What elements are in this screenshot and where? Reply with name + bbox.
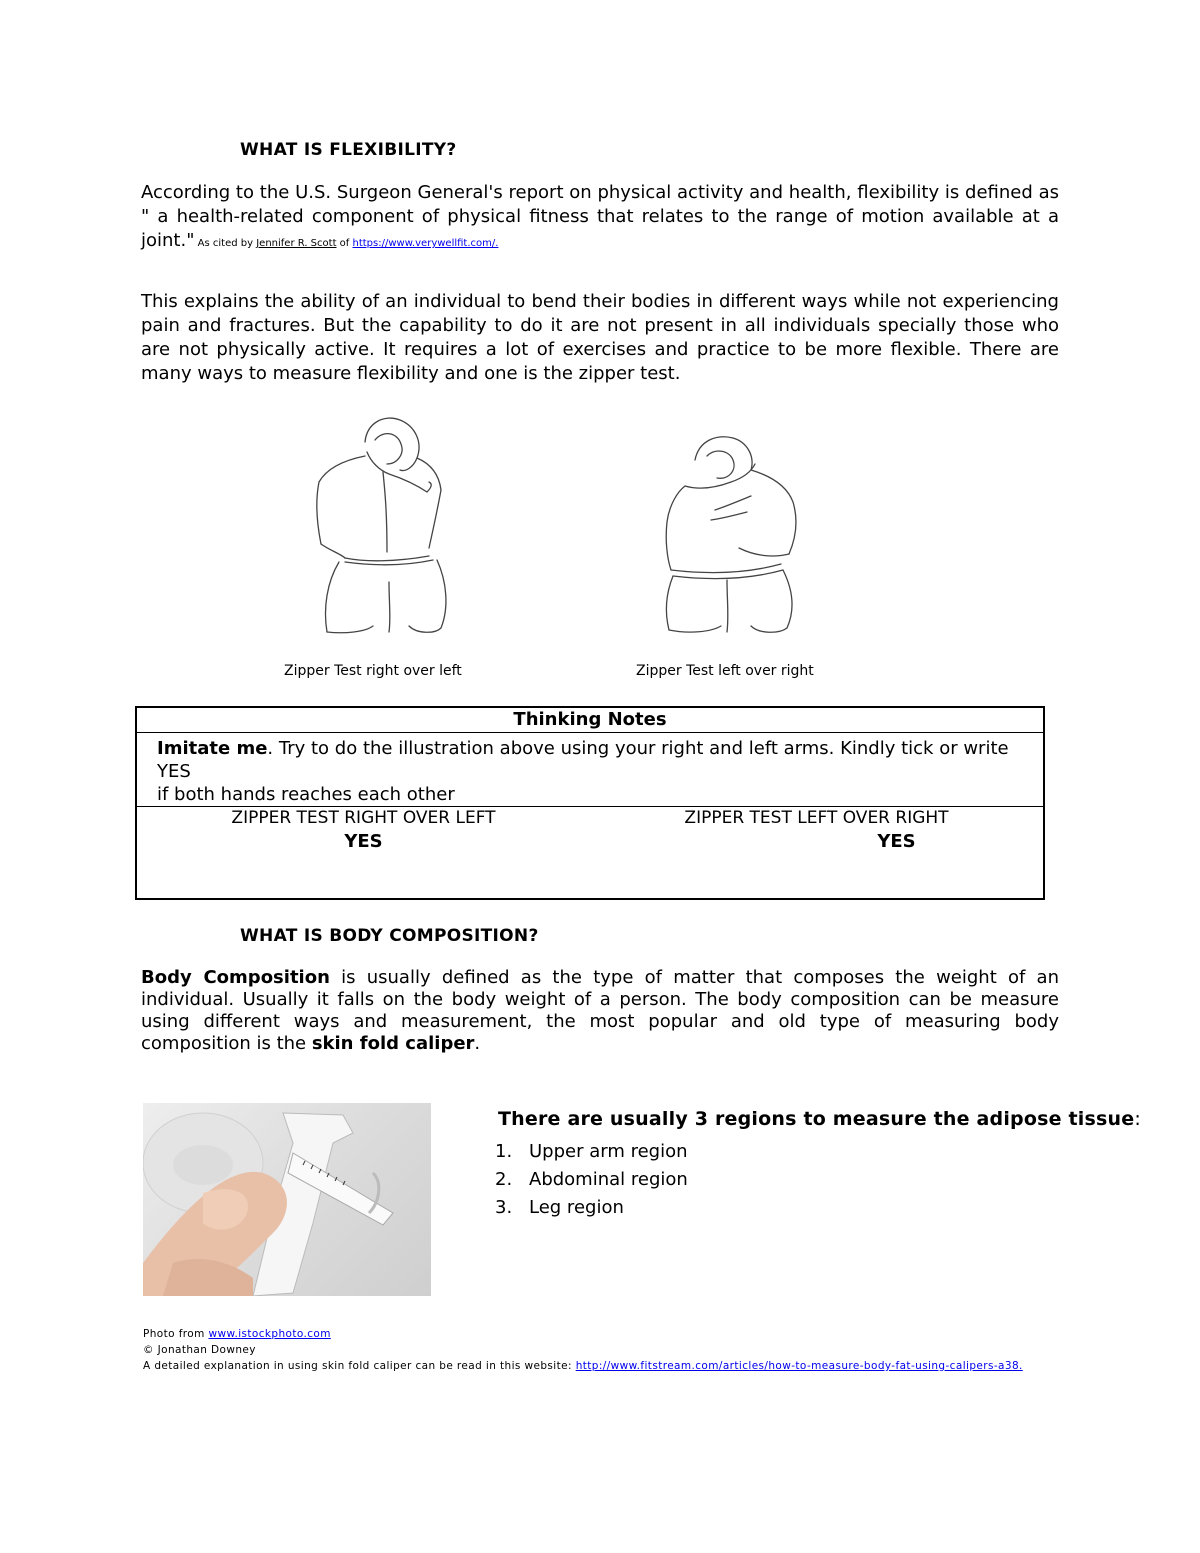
caption-right-over-left: Zipper Test right over left: [284, 663, 462, 679]
result-col-right-over-left: [137, 807, 590, 853]
regions-title-text: There are usually 3 regions to measure the adipose tissue: [498, 1108, 1135, 1130]
instruction-text: . Try to do the illustration above using your right and left arms. Kindly tick or write YES: [157, 738, 1009, 782]
skin-fold-caliper-term: skin fold caliper: [311, 1033, 475, 1054]
istockphoto-link[interactable]: www.istockphoto.com: [208, 1328, 331, 1340]
instruction-line2: if both hands reaches each other: [157, 784, 455, 805]
region-leg: Leg region: [529, 1197, 624, 1218]
cite-of: of: [336, 238, 353, 249]
regions-list: [495, 1138, 688, 1222]
body-composition-paragraph: [141, 967, 1059, 1055]
skin-fold-caliper-photo: [143, 1103, 431, 1296]
thinking-notes-instruction: [137, 733, 1043, 807]
region-abdominal: Abdominal region: [529, 1169, 688, 1190]
caliper-explanation-line: [143, 1358, 1023, 1374]
instruction-bold: Imitate me: [157, 738, 268, 759]
result-col-left-over-right: [590, 807, 1043, 853]
detail-label: A detailed explanation in using skin fold caliper can be read in this website:: [143, 1360, 576, 1372]
body-composition-heading: WHAT IS BODY COMPOSITION?: [240, 926, 539, 946]
flexibility-definition: [141, 181, 1059, 256]
photographer-credit: © Jonathan Downey: [143, 1344, 256, 1356]
definition-text: According to the U.S. Surgeon General's report on physical activity and health, flexibility is defined as " a health-related component of physical fitness that relates to the range of motion available at a joint.": [141, 182, 1059, 251]
flexibility-explanation: This explains the ability of an individual to bend their bodies in different ways while not experiencing pain and fractures. But the capability to do it are not present in all individuals specially those who are not physically active. It requires a lot of exercises and practice to be more flexible. There are many ways to measure flexibility and one is the zipper test.: [141, 291, 1059, 384]
body-composition-text: is usually defined as the type of matter that composes the weight of an individual. Usually it falls on the body weight of a person. The body composition can be measure using different ways and measurement, the most popular and old type of measuring body composition is the: [141, 967, 1059, 1054]
list-item: 2. Abdominal region: [495, 1169, 688, 1190]
caption-left-over-right: Zipper Test left over right: [636, 663, 814, 679]
photo-from-label: Photo from: [143, 1328, 209, 1340]
col-header-left-over-right: ZIPPER TEST LEFT OVER RIGHT: [684, 808, 949, 828]
zipper-test-left-over-right-illustration: [655, 430, 805, 634]
cite-prefix: As cited by: [194, 238, 257, 249]
result-right-over-left[interactable]: YES: [344, 831, 383, 852]
result-left-over-right[interactable]: YES: [877, 831, 916, 852]
flexibility-heading: WHAT IS FLEXIBILITY?: [240, 140, 457, 160]
thinking-notes-table: [135, 706, 1045, 900]
caliper-photo-graphic: [143, 1103, 431, 1296]
thinking-notes-title: Thinking Notes: [137, 708, 1043, 733]
period: .: [474, 1033, 481, 1054]
zipper-test-right-over-left-illustration: [305, 412, 455, 634]
photo-source-line: [143, 1326, 1023, 1342]
list-item: 3. Leg region: [495, 1197, 624, 1218]
zipper-test-results-row: [137, 807, 1043, 853]
cite-url-link[interactable]: https://www.verywellfit.com/.: [352, 238, 499, 249]
region-upper-arm: Upper arm region: [529, 1141, 688, 1162]
body-composition-term: Body Composition: [141, 967, 330, 988]
cite-author: Jennifer R. Scott: [256, 238, 337, 249]
list-item: 1. Upper arm region: [495, 1141, 688, 1162]
regions-title-colon: :: [1134, 1108, 1141, 1130]
col-header-right-over-left: ZIPPER TEST RIGHT OVER LEFT: [231, 808, 496, 828]
photo-credit-block: [143, 1326, 1023, 1374]
fitstream-link[interactable]: http://www.fitstream.com/articles/how-to-measure-body-fat-using-calipers-a38.: [575, 1360, 1023, 1372]
regions-title: [498, 1108, 1141, 1130]
